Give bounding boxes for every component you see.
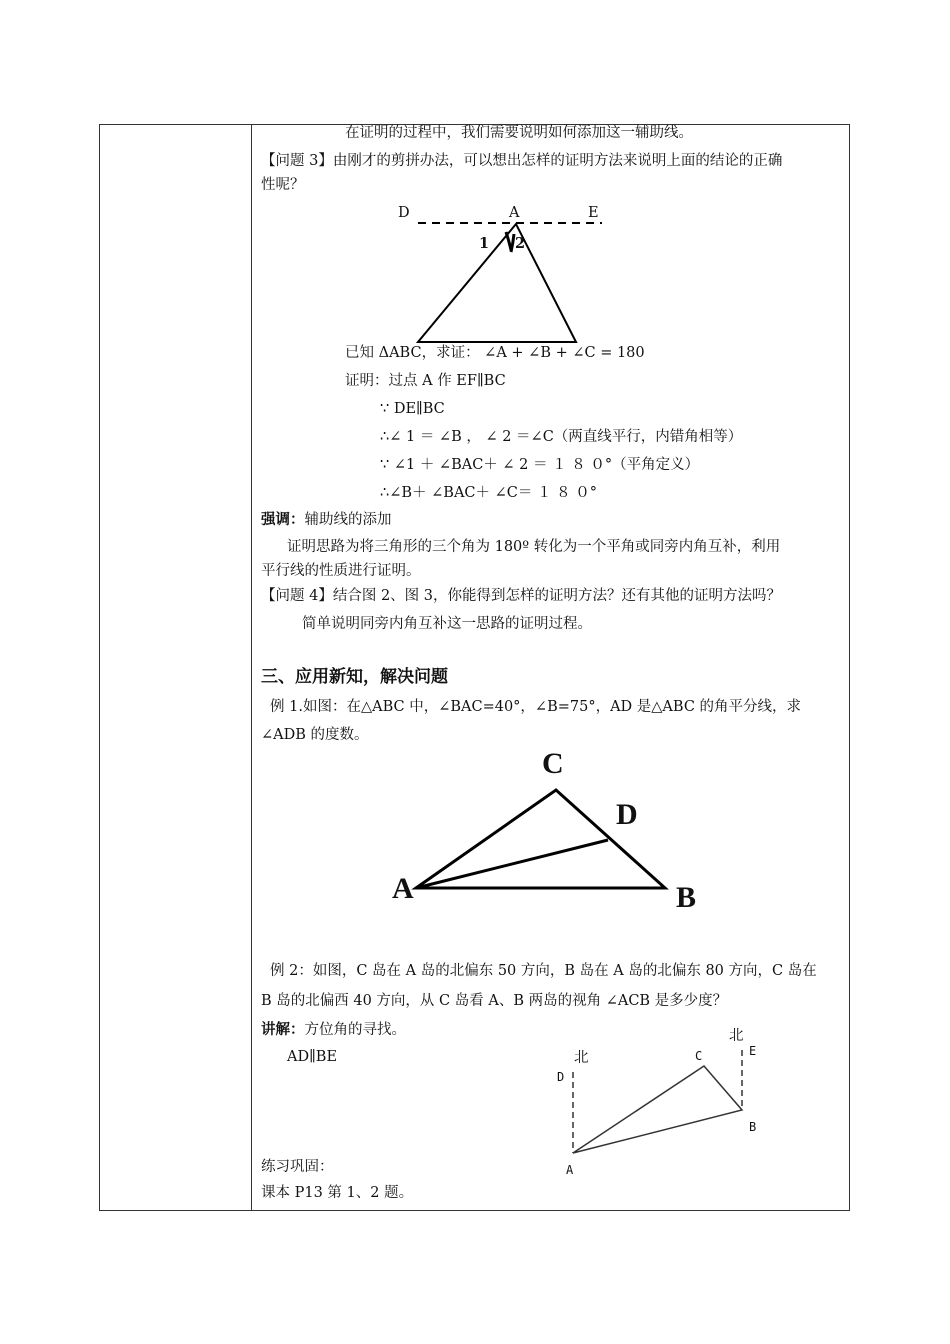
question-3-line2: 性呢？	[261, 177, 305, 193]
fig3-label-e: E	[749, 1044, 757, 1058]
fig3-label-d: D	[557, 1070, 565, 1084]
intro-line: 在证明的过程中，我们需要说明如何添加这一辅助线。	[345, 125, 693, 141]
proof-step-4: ∴∠B＋ ∠BAC＋ ∠C＝ １ ８ ０°	[380, 485, 597, 501]
idea-line2: 平行线的性质进行证明。	[261, 563, 421, 579]
proof-step-2: ∴∠ 1 ＝ ∠B ， ∠ 2 ＝∠C（两直线平行，内错角相等）	[380, 429, 743, 445]
triangle-acb-bearing	[573, 1066, 742, 1153]
fig1-label-1: 1	[479, 235, 490, 252]
fig2-label-c: C	[542, 747, 564, 780]
fig3-label-b: B	[749, 1120, 757, 1134]
proof-step-3: ∵ ∠1 ＋ ∠BAC＋ ∠ 2 ＝ １ ８ ０°（平角定义）	[380, 457, 700, 473]
proof-step-1: ∵ DE∥BC	[380, 401, 445, 417]
fig3-north-a: 北	[574, 1050, 589, 1066]
fig2-label-d: D	[616, 798, 638, 831]
practice-text: 课本 P13 第 1、2 题。	[261, 1185, 414, 1201]
fig2-label-a: A	[392, 872, 414, 905]
fig3-north-b: 北	[729, 1028, 744, 1044]
explanation-text: 方位角的寻找。	[304, 1022, 406, 1038]
fig1-label-a: A	[509, 205, 520, 221]
example-1-line2: ∠ADB 的度数。	[261, 727, 369, 743]
question-4-sub: 简单说明同旁内角互补这一思路的证明过程。	[302, 616, 592, 632]
example-1-line1: 例 1.如图：在△ABC 中，∠BAC=40°，∠B=75°，AD 是△ABC 的角平分线，求	[270, 699, 802, 715]
example-2-line2: B 岛的北偏西 40 方向，从 C 岛看 A、B 两岛的视角 ∠ACB 是多少度？	[261, 993, 728, 1009]
emphasis-text: 辅助线的添加	[304, 512, 392, 528]
proof-title: 证明：过点 A 作 EF∥BC	[345, 373, 506, 389]
practice-title: 练习巩固：	[261, 1159, 334, 1175]
idea-line1: 证明思路为将三角形的三个角为 180º 转化为一个平角或同旁内角互补，利用	[287, 539, 781, 555]
fig1-label-2: 2	[515, 235, 526, 252]
question-4-line: 【问题 4】结合图 2、图 3，你能得到怎样的证明方法？还有其他的证明方法吗？	[261, 588, 782, 604]
example-2-line1: 例 2：如图，C 岛在 A 岛的北偏东 50 方向，B 岛在 A 岛的北偏东 80 方向，C 岛在	[270, 963, 817, 979]
fig1-label-e: E	[588, 205, 599, 221]
parallel-statement: AD∥BE	[287, 1049, 338, 1065]
given-statement: 已知 ΔABC，求证： ∠A + ∠B + ∠C = 180	[345, 345, 645, 361]
fig1-label-d: D	[398, 205, 410, 221]
explanation-label: 讲解：	[261, 1021, 305, 1038]
fig3-label-c: C	[695, 1049, 703, 1063]
emphasis-label: 强调：	[261, 511, 305, 528]
question-3-line1: 【问题 3】由刚才的剪拼办法，可以想出怎样的证明方法来说明上面的结论的正确	[261, 153, 783, 169]
fig2-label-b: B	[676, 881, 697, 914]
section-3-title: 三、应用新知，解决问题	[261, 667, 448, 687]
fig3-label-a: A	[566, 1163, 574, 1177]
